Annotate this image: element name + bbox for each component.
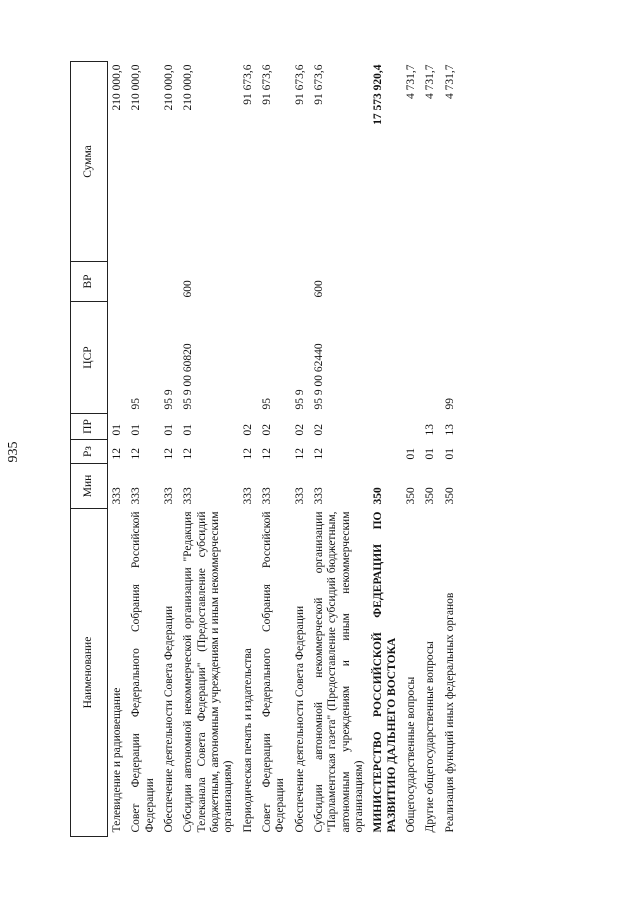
header-rz: Рз	[71, 440, 108, 464]
table-row	[291, 62, 310, 837]
cell-min: 350	[443, 487, 456, 505]
table-row	[179, 62, 238, 837]
table-row	[127, 62, 160, 837]
cell-sum: 91 673,6	[241, 64, 254, 105]
cell-rz: 12	[241, 448, 254, 460]
cell-sum: 4 731,7	[424, 64, 437, 99]
cell-rz: 12	[182, 448, 195, 460]
cell-vr: 600	[182, 280, 195, 298]
cell-sum: 4 731,7	[443, 64, 456, 99]
cell-sum: 4 731,7	[404, 64, 417, 99]
cell-min: 333	[260, 487, 273, 505]
cell-min: 333	[293, 487, 306, 505]
cell-rz: 12	[260, 448, 273, 460]
cell-rz: 12	[293, 448, 306, 460]
cell-name: Субсидии автономной некоммерческой организации "Редакция Телеканала Совета Федерации" (Предоставление субсидий бюджетным, автономным учреждениям и иным некоммерческим организациям)	[182, 511, 235, 833]
cell-pr: 02	[241, 424, 254, 436]
cell-sum: 210 000,0	[182, 64, 195, 111]
cell-min: 350	[404, 487, 417, 505]
cell-min: 350	[424, 487, 437, 505]
cell-name: Обеспечение деятельности Совета Федерации	[293, 605, 306, 833]
cell-rz: 12	[162, 448, 175, 460]
cell-csr: 95 9	[293, 389, 306, 410]
table-header-row	[71, 62, 108, 837]
header-pr: ПР	[71, 414, 108, 440]
header-sum: Сумма	[71, 62, 108, 262]
budget-table	[70, 61, 460, 837]
cell-sum: 91 673,6	[260, 64, 273, 105]
cell-min: 333	[182, 487, 195, 505]
cell-min: 333	[241, 487, 254, 505]
cell-pr	[402, 414, 421, 440]
cell-pr: 02	[260, 424, 273, 436]
cell-pr: 02	[293, 424, 306, 436]
cell-csr: 95 9 00 60820	[182, 343, 195, 410]
cell-min: 333	[312, 487, 325, 505]
cell-name: Телевидение и радиовещание	[111, 687, 123, 833]
cell-vr	[369, 262, 402, 302]
table-row	[108, 62, 128, 837]
cell-name: Другие общегосударственные вопросы	[424, 641, 437, 833]
cell-vr	[239, 262, 258, 302]
table-row	[310, 62, 369, 837]
cell-rz: 01	[443, 448, 456, 460]
cell-vr	[160, 262, 179, 302]
cell-sum: 91 673,6	[312, 64, 325, 105]
cell-min: 333	[130, 487, 143, 505]
cell-min: 350	[372, 487, 385, 505]
cell-csr	[108, 302, 128, 414]
cell-min: 333	[111, 487, 123, 505]
table-row	[369, 62, 402, 837]
cell-pr: 01	[111, 424, 123, 436]
cell-vr	[421, 262, 440, 302]
cell-rz: 12	[111, 448, 123, 460]
cell-pr: 13	[424, 424, 437, 436]
cell-vr	[441, 262, 460, 302]
cell-name: Совет Федерации Федерального Собрания Российской Федерации	[260, 511, 287, 833]
cell-rz: 01	[404, 448, 417, 460]
header-min: Мин	[71, 464, 108, 509]
cell-sum: 17 573 920,4	[372, 64, 385, 125]
cell-rz: 12	[130, 448, 143, 460]
cell-name: Совет Федерации Федерального Собрания Российской Федерации	[130, 511, 156, 833]
cell-csr: 95 9 00 62440	[312, 343, 325, 410]
cell-sum: 91 673,6	[293, 64, 306, 105]
cell-name: МИНИСТЕРСТВО РОССИЙСКОЙ ФЕДЕРАЦИИ ПО РАЗВИТИЮ ДАЛЬНЕГО ВОСТОКА	[372, 511, 398, 833]
cell-pr: 01	[182, 424, 195, 436]
cell-sum: 210 000,0	[111, 64, 123, 111]
table-row	[421, 62, 440, 837]
cell-vr	[108, 262, 128, 302]
table-row	[160, 62, 179, 837]
cell-vr	[291, 262, 310, 302]
cell-pr	[369, 414, 402, 440]
cell-name: Общегосударственные вопросы	[404, 676, 417, 833]
cell-csr: 99	[443, 398, 456, 410]
cell-csr	[369, 302, 402, 414]
cell-pr: 01	[130, 424, 143, 436]
cell-name: Обеспечение деятельности Совета Федерации	[162, 605, 175, 833]
cell-vr	[258, 262, 291, 302]
cell-rz: 12	[312, 448, 325, 460]
header-name: Наименование	[71, 509, 108, 837]
cell-csr	[402, 302, 421, 414]
table-body	[108, 62, 460, 837]
cell-pr: 01	[162, 424, 175, 436]
cell-name: Субсидии автономной некоммерческой организации "Парламентская газета" (Предоставление субсидий бюджетным, автономным учреждениям и иным некоммерческим организациям)	[312, 511, 365, 833]
cell-sum: 210 000,0	[130, 64, 143, 111]
cell-pr: 02	[312, 424, 325, 436]
cell-csr: 95 9	[162, 389, 175, 410]
cell-csr	[239, 302, 258, 414]
table-row	[441, 62, 460, 837]
header-csr: ЦСР	[71, 302, 108, 414]
cell-vr	[402, 262, 421, 302]
cell-sum: 210 000,0	[162, 64, 175, 111]
budget-sheet	[70, 62, 588, 837]
cell-csr: 95	[260, 398, 273, 410]
cell-min: 333	[162, 487, 175, 505]
cell-name: Реализация функций иных федеральных органов	[443, 592, 456, 833]
table-row	[258, 62, 291, 837]
cell-vr	[127, 262, 160, 302]
page-number: 935	[6, 441, 21, 463]
cell-csr: 95	[130, 398, 143, 410]
cell-rz	[369, 440, 402, 464]
cell-csr	[421, 302, 440, 414]
cell-pr: 13	[443, 424, 456, 436]
header-vr: ВР	[71, 262, 108, 302]
cell-vr: 600	[312, 280, 325, 298]
table-row	[402, 62, 421, 837]
table-row	[239, 62, 258, 837]
cell-name: Периодическая печать и издательства	[241, 648, 254, 833]
cell-rz: 01	[424, 448, 437, 460]
